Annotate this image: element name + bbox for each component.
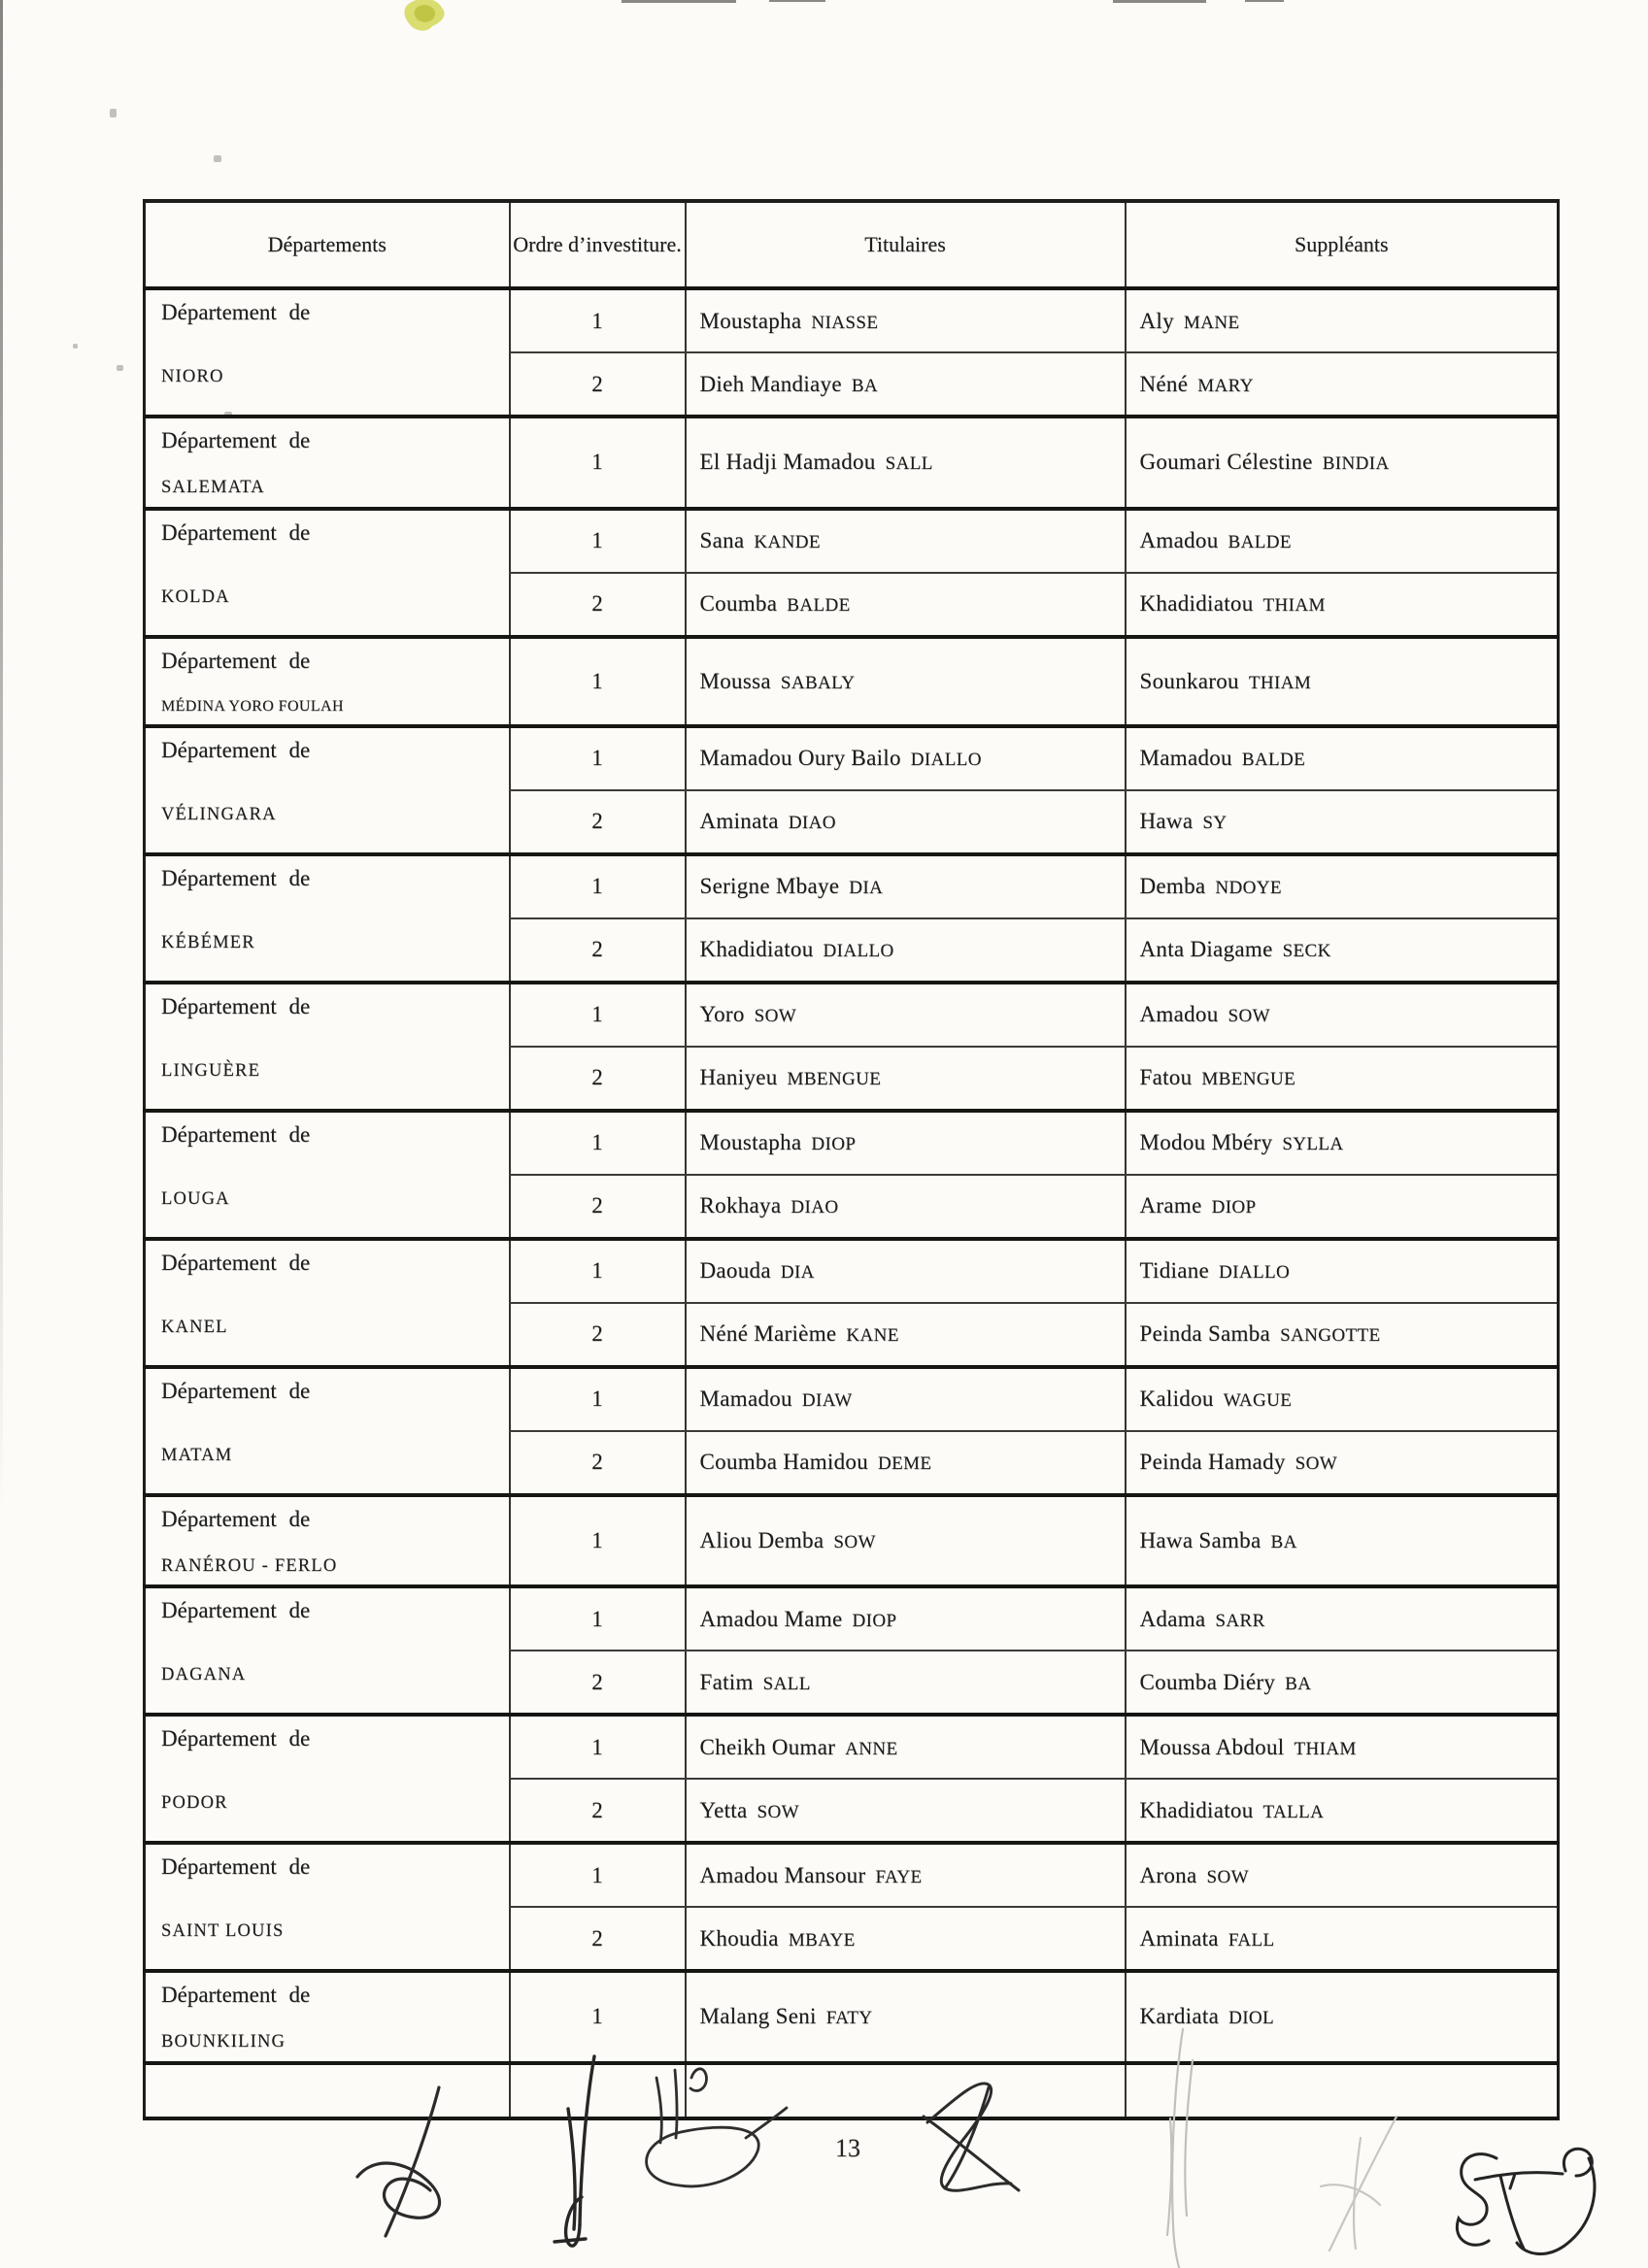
titulaire-cell (686, 1431, 1126, 1495)
family-name: THIAM (1262, 595, 1326, 616)
ordre-cell: 1 (510, 509, 686, 573)
department-name: SAINT LOUIS (161, 1921, 285, 1941)
family-name: SOW (1295, 1453, 1338, 1474)
ordre-cell: 1 (510, 637, 686, 726)
ordre-cell: 1 (510, 1715, 686, 1779)
given-name: Sana (699, 528, 745, 552)
titulaire-cell (686, 1843, 1126, 1907)
scan-edge-artifact (0, 0, 3, 1515)
col-header-titulaires: Titulaires (686, 201, 1126, 288)
titulaire-cell (686, 573, 1126, 637)
page-number: 13 (835, 2134, 860, 2162)
department-name: BOUNKILING (161, 2032, 286, 2051)
department-name: LINGUÈRE (161, 1060, 261, 1081)
table-row (145, 1495, 1559, 1587)
given-name: Kalidou (1139, 1386, 1214, 1411)
department-cell (145, 1239, 510, 1367)
family-name: DIALLO (910, 750, 982, 770)
family-name: SOW (754, 1006, 797, 1026)
ordre-cell: 2 (510, 573, 686, 637)
department-prefix: Département de (161, 1726, 311, 1751)
table-row (145, 417, 1559, 509)
titulaire-cell (686, 1971, 1126, 2063)
family-name: SARR (1215, 1610, 1265, 1631)
department-cell (145, 637, 510, 726)
scan-speck (73, 344, 78, 349)
given-name: Coumba (699, 591, 778, 616)
suppleant-cell (1126, 1907, 1559, 1971)
department-cell (145, 726, 510, 854)
given-name: Yoro (699, 1002, 745, 1026)
given-name: Néné (1139, 371, 1189, 396)
given-name: Serigne Mbaye (699, 874, 840, 898)
family-name: NIASSE (811, 312, 879, 333)
given-name: Sounkarou (1139, 668, 1239, 693)
family-name: SABALY (780, 672, 856, 693)
family-name: WAGUE (1223, 1390, 1293, 1411)
col-header-suppleants: Suppléants (1126, 201, 1559, 288)
titulaire-cell (686, 1651, 1126, 1715)
given-name: Aliou Demba (699, 1527, 824, 1552)
family-name: SOW (1228, 1006, 1270, 1026)
family-name: NDOYE (1215, 878, 1282, 898)
family-name: MBENGUE (1201, 1069, 1296, 1089)
ordre-cell: 1 (510, 288, 686, 352)
given-name: Moussa (699, 668, 771, 693)
given-name: Daouda (699, 1258, 771, 1283)
titulaire-cell (686, 1715, 1126, 1779)
family-name: SYLLA (1282, 1134, 1344, 1154)
ordre-cell: 1 (510, 983, 686, 1047)
given-name: Khadidiatou (1139, 1797, 1254, 1822)
family-name: DIALLO (823, 941, 894, 961)
department-cell (145, 1586, 510, 1715)
department-cell (145, 1843, 510, 1971)
given-name: Fatou (1139, 1065, 1193, 1089)
family-name: FATY (825, 2008, 873, 2029)
department-name: NIORO (161, 367, 224, 386)
given-name: Adama (1139, 1606, 1206, 1631)
family-name: ANNE (845, 1738, 898, 1759)
given-name: Khadidiatou (1139, 591, 1254, 616)
family-name: DIOP (1211, 1197, 1257, 1217)
given-name: Coumba Diéry (1139, 1669, 1276, 1694)
given-name: Arame (1139, 1193, 1202, 1217)
department-name: SALEMATA (161, 478, 265, 497)
highlighter-blob (0, 0, 1648, 78)
family-name: DIOL (1228, 2008, 1275, 2029)
family-name: DIA (780, 1262, 815, 1283)
empty-cell (145, 2063, 510, 2118)
ordre-cell: 2 (510, 1907, 686, 1971)
given-name: Hawa Samba (1139, 1527, 1261, 1552)
ordre-cell: 1 (510, 1239, 686, 1303)
titulaire-cell (686, 352, 1126, 417)
suppleant-cell (1126, 1303, 1559, 1367)
department-name: PODOR (161, 1793, 228, 1813)
table-row (145, 1586, 1559, 1651)
titulaire-cell (686, 726, 1126, 790)
given-name: Yetta (699, 1797, 748, 1822)
titulaire-cell (686, 1367, 1126, 1431)
suppleant-cell (1126, 1651, 1559, 1715)
table-row (145, 1367, 1559, 1431)
ordre-cell: 2 (510, 790, 686, 854)
ordre-cell: 2 (510, 918, 686, 983)
titulaire-cell (686, 918, 1126, 983)
ordre-cell: 1 (510, 726, 686, 790)
given-name: Mamadou (1139, 746, 1232, 770)
department-prefix: Département de (161, 1506, 311, 1531)
suppleant-cell (1126, 1431, 1559, 1495)
suppleant-cell (1126, 1367, 1559, 1431)
family-name: MARY (1197, 375, 1254, 396)
given-name: Mamadou Oury Bailo (699, 746, 901, 770)
given-name: Hawa (1139, 809, 1194, 833)
titulaire-cell (686, 288, 1126, 352)
titulaire-cell (686, 1175, 1126, 1239)
given-name: Haniyeu (699, 1065, 778, 1089)
family-name: SOW (757, 1801, 799, 1822)
family-name: MBENGUE (787, 1069, 882, 1089)
given-name: Amadou (1139, 1002, 1219, 1026)
department-name: RANÉROU - FERLO (161, 1555, 338, 1576)
given-name: Rokhaya (699, 1193, 782, 1217)
department-name: KOLDA (161, 586, 230, 607)
ordre-cell: 2 (510, 1431, 686, 1495)
department-prefix: Département de (161, 1121, 311, 1147)
table-row (145, 637, 1559, 726)
ordre-cell: 1 (510, 1495, 686, 1587)
department-cell (145, 1971, 510, 2063)
suppleant-cell (1126, 726, 1559, 790)
titulaire-cell (686, 1239, 1126, 1303)
given-name: Tidiane (1139, 1258, 1210, 1283)
family-name: DEME (878, 1453, 932, 1474)
ordre-cell: 1 (510, 1367, 686, 1431)
family-name: DIAW (801, 1390, 853, 1411)
department-cell (145, 983, 510, 1111)
ordre-cell: 1 (510, 1586, 686, 1651)
department-cell (145, 288, 510, 417)
family-name: SECK (1282, 941, 1331, 961)
department-cell (145, 1111, 510, 1239)
suppleant-cell (1126, 1843, 1559, 1907)
ordre-cell: 2 (510, 352, 686, 417)
titulaire-cell (686, 983, 1126, 1047)
given-name: Aly (1139, 308, 1174, 333)
department-prefix: Département de (161, 1983, 311, 2007)
given-name: Peinda Hamady (1139, 1450, 1286, 1474)
family-name: BA (1270, 1531, 1297, 1552)
ordre-cell: 2 (510, 1779, 686, 1843)
scan-speck (214, 155, 221, 162)
department-prefix: Département de (161, 1854, 311, 1879)
empty-cell (1126, 2063, 1559, 2118)
signature (1321, 2117, 1396, 2251)
suppleant-cell (1126, 918, 1559, 983)
given-name: Fatim (699, 1669, 754, 1694)
table-row (145, 1971, 1559, 2063)
family-name: BA (851, 375, 879, 396)
suppleant-cell (1126, 573, 1559, 637)
col-header-ordre: Ordre d’investiture. (510, 201, 686, 288)
table-row (145, 854, 1559, 918)
department-prefix: Département de (161, 519, 311, 545)
titulaire-cell (686, 637, 1126, 726)
titulaire-cell (686, 1303, 1126, 1367)
department-prefix: Département de (161, 1250, 311, 1275)
family-name: BINDIA (1322, 453, 1390, 475)
department-prefix: Département de (161, 1598, 311, 1622)
department-prefix: Département de (161, 865, 311, 890)
titulaire-cell (686, 417, 1126, 509)
suppleant-cell (1126, 288, 1559, 352)
header-row (145, 201, 1559, 288)
scan-top-artifact (622, 0, 736, 3)
family-name: SALL (885, 453, 933, 475)
family-name: DIAO (790, 1197, 839, 1217)
family-name: BALDE (787, 595, 851, 616)
given-name: Anta Diagame (1139, 937, 1273, 961)
family-name: MBAYE (788, 1929, 856, 1951)
suppleant-cell (1126, 854, 1559, 918)
family-name: THIAM (1248, 672, 1312, 693)
titulaire-cell (686, 509, 1126, 573)
ordre-cell: 1 (510, 1111, 686, 1175)
family-name: FAYE (875, 1866, 923, 1887)
given-name: Modou Mbéry (1139, 1130, 1273, 1154)
given-name: Amadou Mame (699, 1606, 843, 1631)
suppleant-cell (1126, 1111, 1559, 1175)
family-name: SANGOTTE (1280, 1325, 1381, 1346)
given-name: Amadou (1139, 528, 1219, 552)
given-name: Cheikh Oumar (699, 1734, 836, 1759)
family-name: DIA (849, 878, 884, 898)
suppleant-cell (1126, 417, 1559, 509)
given-name: Moustapha (699, 1130, 802, 1154)
table-row (145, 288, 1559, 352)
given-name: Goumari Célestine (1139, 450, 1313, 475)
family-name: TALLA (1262, 1801, 1325, 1822)
family-name: KANE (846, 1325, 899, 1346)
department-cell (145, 509, 510, 637)
department-prefix: Département de (161, 993, 311, 1018)
table-row (145, 1239, 1559, 1303)
scan-top-artifact (769, 0, 825, 2)
department-name: DAGANA (161, 1665, 247, 1684)
titulaire-cell (686, 1907, 1126, 1971)
family-name: DIOP (852, 1610, 897, 1631)
family-name: BA (1285, 1673, 1312, 1694)
signature (1457, 2149, 1595, 2253)
deputies-table (143, 199, 1560, 2120)
given-name: Coumba Hamidou (699, 1450, 868, 1474)
given-name: Amadou Mansour (699, 1862, 866, 1887)
ordre-cell: 2 (510, 1303, 686, 1367)
family-name: KANDE (754, 532, 821, 552)
family-name: THIAM (1294, 1738, 1357, 1759)
titulaire-cell (686, 790, 1126, 854)
department-cell (145, 1715, 510, 1843)
titulaire-cell (686, 1779, 1126, 1843)
suppleant-cell (1126, 1971, 1559, 2063)
given-name: Peinda Samba (1139, 1321, 1271, 1346)
ordre-cell: 1 (510, 1971, 686, 2063)
scan-speck (117, 365, 123, 371)
titulaire-cell (686, 1047, 1126, 1111)
given-name: Khoudia (699, 1925, 779, 1951)
suppleant-cell (1126, 352, 1559, 417)
family-name: BALDE (1241, 750, 1306, 770)
table-row (145, 726, 1559, 790)
suppleant-cell (1126, 637, 1559, 726)
table-row (145, 1111, 1559, 1175)
suppleant-cell (1126, 1715, 1559, 1779)
family-name: SY (1202, 813, 1228, 833)
suppleant-cell (1126, 1779, 1559, 1843)
given-name: Demba (1139, 874, 1206, 898)
family-name: DIOP (811, 1134, 857, 1154)
table-body (145, 288, 1559, 2118)
given-name: Khadidiatou (699, 937, 814, 961)
given-name: Aminata (699, 809, 779, 833)
department-cell (145, 417, 510, 509)
department-name: MÉDINA YORO FOULAH (161, 697, 344, 715)
scan-speck (110, 109, 117, 117)
family-name: MANE (1183, 312, 1240, 333)
department-prefix: Département de (161, 1378, 311, 1403)
department-name: MATAM (161, 1445, 233, 1465)
given-name: Moustapha (699, 308, 802, 333)
given-name: Moussa Abdoul (1139, 1734, 1285, 1759)
ordre-cell: 2 (510, 1175, 686, 1239)
table-row (145, 983, 1559, 1047)
scan-top-artifact (1245, 0, 1284, 2)
table-row (145, 1843, 1559, 1907)
department-prefix: Département de (161, 737, 311, 762)
given-name: El Hadji Mamadou (699, 450, 876, 475)
family-name: SOW (833, 1531, 876, 1552)
empty-cell (686, 2063, 1126, 2118)
table-row (145, 509, 1559, 573)
col-header-departements: Départements (145, 201, 510, 288)
department-cell (145, 1367, 510, 1495)
department-prefix: Département de (161, 300, 311, 324)
ordre-cell: 1 (510, 854, 686, 918)
family-name: SALL (762, 1673, 811, 1694)
suppleant-cell (1126, 1239, 1559, 1303)
department-name: LOUGA (161, 1188, 230, 1209)
suppleant-cell (1126, 983, 1559, 1047)
family-name: SOW (1206, 1866, 1249, 1887)
department-name: KANEL (161, 1317, 228, 1337)
suppleant-cell (1126, 1495, 1559, 1587)
titulaire-cell (686, 854, 1126, 918)
titulaire-cell (686, 1495, 1126, 1587)
ordre-cell: 1 (510, 417, 686, 509)
given-name: Mamadou (699, 1386, 792, 1411)
given-name: Arona (1139, 1862, 1197, 1887)
ordre-cell: 2 (510, 1651, 686, 1715)
family-name: DIAO (788, 813, 836, 833)
family-name: BALDE (1228, 532, 1292, 552)
titulaire-cell (686, 1111, 1126, 1175)
suppleant-cell (1126, 1175, 1559, 1239)
suppleant-cell (1126, 790, 1559, 854)
department-cell (145, 1495, 510, 1587)
ordre-cell: 1 (510, 1843, 686, 1907)
department-prefix: Département de (161, 428, 311, 452)
titulaire-cell (686, 1586, 1126, 1651)
suppleant-cell (1126, 1047, 1559, 1111)
family-name: DIALLO (1219, 1262, 1291, 1283)
scan-top-artifact (1113, 0, 1206, 3)
department-prefix: Département de (161, 648, 311, 673)
empty-cell (510, 2063, 686, 2118)
suppleant-cell (1126, 509, 1559, 573)
department-name: KÉBÉMER (161, 932, 255, 952)
given-name: Aminata (1139, 1925, 1219, 1951)
given-name: Néné Marième (699, 1321, 837, 1346)
department-cell (145, 854, 510, 983)
department-name: VÉLINGARA (161, 804, 277, 824)
given-name: Dieh Mandiaye (699, 371, 842, 396)
ordre-cell: 2 (510, 1047, 686, 1111)
table-row (145, 1715, 1559, 1779)
given-name: Malang Seni (699, 2004, 817, 2029)
given-name: Kardiata (1139, 2004, 1220, 2029)
family-name: FALL (1228, 1929, 1275, 1951)
empty-row (145, 2063, 1559, 2118)
suppleant-cell (1126, 1586, 1559, 1651)
